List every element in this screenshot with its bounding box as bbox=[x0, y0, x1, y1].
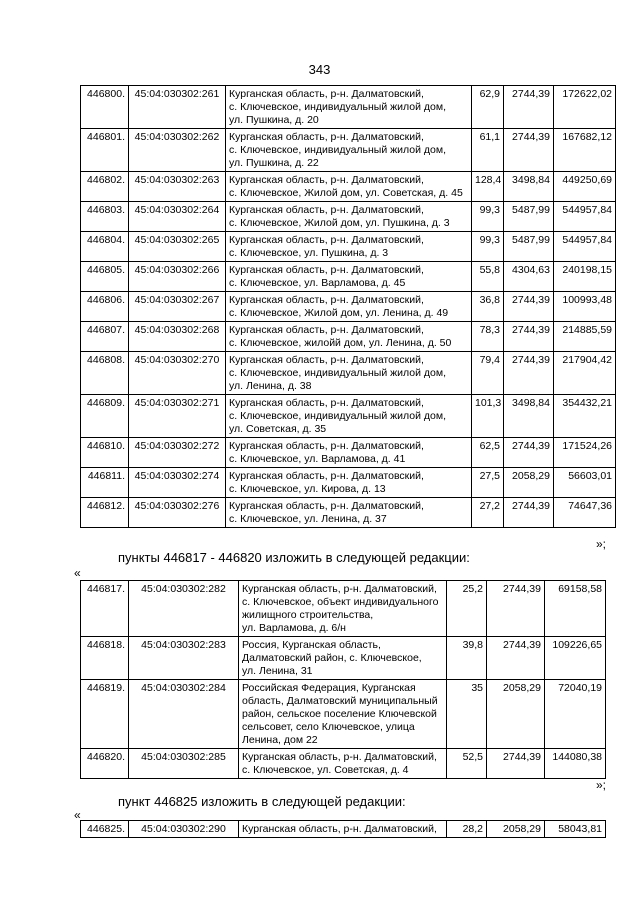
address-line: Курганская область, р-н. Далматовский, bbox=[229, 131, 424, 143]
address bbox=[226, 395, 472, 438]
address-line: с. Ключевское, Жилой дом, ул. Пушкина, д. 3 bbox=[229, 217, 450, 229]
area: 27,5 bbox=[472, 468, 504, 498]
address bbox=[239, 749, 447, 779]
address-line: с. Ключевское, Жилой дом, ул. Ленина, д. 49 bbox=[229, 307, 449, 319]
address-line: ул. Варламова, д. 6/н bbox=[242, 622, 346, 634]
row-number: 446801. bbox=[81, 129, 129, 172]
area: 62,5 bbox=[472, 438, 504, 468]
address-line: Курганская область, р-н. Далматовский, bbox=[229, 397, 424, 409]
address-line: Далматовский район, с. Ключевское, bbox=[242, 652, 422, 664]
address-line: с. Ключевское, индивидуальный жилой дом, bbox=[229, 410, 446, 422]
rate: 2744,39 bbox=[504, 498, 554, 528]
cadastral-value: 58043,81 bbox=[545, 821, 606, 838]
address-line: с. Ключевское, индивидуальный жилой дом, bbox=[229, 101, 446, 113]
cadastral-number: 45:04:030302:272 bbox=[129, 438, 226, 468]
row-number: 446811. bbox=[81, 468, 129, 498]
area: 61,1 bbox=[472, 129, 504, 172]
area: 52,5 bbox=[447, 749, 487, 779]
address-line: Курганская область, р-н. Далматовский, bbox=[229, 88, 424, 100]
open-mark-2: « bbox=[74, 808, 81, 822]
address-line: с. Ключевское, объект индивидуального bbox=[242, 596, 439, 608]
row-number: 446812. bbox=[81, 498, 129, 528]
instruction-2: пункт 446825 изложить в следующей редакции: bbox=[118, 794, 406, 809]
rate: 4304,63 bbox=[504, 262, 554, 292]
table-row bbox=[81, 262, 616, 292]
rate: 2058,29 bbox=[487, 680, 545, 749]
cadastral-number: 45:04:030302:265 bbox=[129, 232, 226, 262]
address-line: Ленина, дом 22 bbox=[242, 734, 318, 746]
cadastral-number: 45:04:030302:283 bbox=[129, 637, 239, 680]
rate: 2744,39 bbox=[504, 322, 554, 352]
cadastral-value: 167682,12 bbox=[554, 129, 616, 172]
address-line: ул. Пушкина, д. 22 bbox=[229, 157, 319, 169]
cadastral-table-3 bbox=[80, 820, 606, 838]
address-line: с. Ключевское, индивидуальный жилой дом, bbox=[229, 367, 446, 379]
address-line: Курганская область, р-н. Далматовский, bbox=[229, 324, 424, 336]
table-row bbox=[81, 86, 616, 129]
cadastral-number: 45:04:030302:268 bbox=[129, 322, 226, 352]
address-line: Российская Федерация, Курганская bbox=[242, 682, 416, 694]
address bbox=[226, 86, 472, 129]
table-row bbox=[81, 352, 616, 395]
cadastral-value: 217904,42 bbox=[554, 352, 616, 395]
instruction-1: пункты 446817 - 446820 изложить в следующей редакции: bbox=[118, 550, 470, 565]
table-row bbox=[81, 322, 616, 352]
rate: 2744,39 bbox=[504, 86, 554, 129]
table-row bbox=[81, 129, 616, 172]
cadastral-value: 544957,84 bbox=[554, 232, 616, 262]
row-number: 446804. bbox=[81, 232, 129, 262]
address bbox=[226, 322, 472, 352]
rate: 3498,84 bbox=[504, 395, 554, 438]
table-row bbox=[81, 202, 616, 232]
cadastral-value: 144080,38 bbox=[545, 749, 606, 779]
row-number: 446809. bbox=[81, 395, 129, 438]
address-line: жилищного строительства, bbox=[242, 609, 374, 621]
cadastral-value: 240198,15 bbox=[554, 262, 616, 292]
rate: 2744,39 bbox=[487, 749, 545, 779]
address bbox=[226, 498, 472, 528]
row-number: 446803. bbox=[81, 202, 129, 232]
rate: 2744,39 bbox=[504, 292, 554, 322]
table-row bbox=[81, 232, 616, 262]
address-line: область, Далматовский муниципальный bbox=[242, 695, 438, 707]
address-line: Россия, Курганская область, bbox=[242, 639, 381, 651]
row-number: 446800. bbox=[81, 86, 129, 129]
cadastral-number: 45:04:030302:274 bbox=[129, 468, 226, 498]
address bbox=[226, 172, 472, 202]
address-line: район, сельское поселение Ключевской bbox=[242, 708, 437, 720]
rate: 2058,29 bbox=[487, 821, 545, 838]
cadastral-number: 45:04:030302:267 bbox=[129, 292, 226, 322]
address-line: с. Ключевское, ул. Варламова, д. 45 bbox=[229, 277, 406, 289]
address-line: Курганская область, р-н. Далматовский, bbox=[242, 823, 437, 835]
table-row bbox=[81, 172, 616, 202]
address-line: с. Ключевское, ул. Ленина, д. 37 bbox=[229, 513, 387, 525]
closing-mark-2: »; bbox=[596, 778, 607, 792]
address-line: Курганская область, р-н. Далматовский, bbox=[229, 470, 424, 482]
cadastral-table-2 bbox=[80, 580, 606, 779]
cadastral-value: 56603,01 bbox=[554, 468, 616, 498]
address-line: ул. Советская, д. 35 bbox=[229, 423, 327, 435]
cadastral-value: 74647,36 bbox=[554, 498, 616, 528]
address-line: Курганская область, р-н. Далматовский, bbox=[242, 751, 437, 763]
address-line: Курганская область, р-н. Далматовский, bbox=[229, 500, 424, 512]
row-number: 446810. bbox=[81, 438, 129, 468]
table-row bbox=[81, 749, 606, 779]
address-line: ул. Ленина, д. 38 bbox=[229, 380, 312, 392]
row-number: 446805. bbox=[81, 262, 129, 292]
area: 27,2 bbox=[472, 498, 504, 528]
address-line: ул. Пушкина, д. 20 bbox=[229, 114, 319, 126]
area: 39,8 bbox=[447, 637, 487, 680]
address-line: с. Ключевское, ул. Кирова, д. 13 bbox=[229, 483, 386, 495]
address bbox=[226, 202, 472, 232]
table-row bbox=[81, 498, 616, 528]
area: 28,2 bbox=[447, 821, 487, 838]
address bbox=[226, 292, 472, 322]
address-line: с. Ключевское, индивидуальный жилой дом, bbox=[229, 144, 446, 156]
cadastral-value: 69158,58 bbox=[545, 581, 606, 637]
row-number: 446806. bbox=[81, 292, 129, 322]
area: 55,8 bbox=[472, 262, 504, 292]
area: 99,3 bbox=[472, 202, 504, 232]
address-line: с. Ключевское, ул. Варламова, д. 41 bbox=[229, 453, 406, 465]
cadastral-number: 45:04:030302:270 bbox=[129, 352, 226, 395]
rate: 5487,99 bbox=[504, 232, 554, 262]
area: 36,8 bbox=[472, 292, 504, 322]
address-line: с. Ключевское, жилойй дом, ул. Ленина, д. 50 bbox=[229, 337, 452, 349]
address-line: Курганская область, р-н. Далматовский, bbox=[229, 204, 424, 216]
address-line: Курганская область, р-н. Далматовский, bbox=[229, 294, 424, 306]
address-line: ул. Ленина, 31 bbox=[242, 665, 313, 677]
area: 79,4 bbox=[472, 352, 504, 395]
rate: 2744,39 bbox=[504, 352, 554, 395]
address-line: с. Ключевское, ул. Советская, д. 4 bbox=[242, 764, 409, 776]
row-number: 446819. bbox=[81, 680, 129, 749]
row-number: 446817. bbox=[81, 581, 129, 637]
cadastral-value: 172622,02 bbox=[554, 86, 616, 129]
area: 78,3 bbox=[472, 322, 504, 352]
cadastral-number: 45:04:030302:285 bbox=[129, 749, 239, 779]
address bbox=[239, 680, 447, 749]
cadastral-value: 109226,65 bbox=[545, 637, 606, 680]
rate: 2058,29 bbox=[504, 468, 554, 498]
address bbox=[226, 468, 472, 498]
address bbox=[226, 262, 472, 292]
row-number: 446807. bbox=[81, 322, 129, 352]
address-line: Курганская область, р-н. Далматовский, bbox=[229, 234, 424, 246]
cadastral-value: 100993,48 bbox=[554, 292, 616, 322]
address bbox=[226, 438, 472, 468]
table-row bbox=[81, 438, 616, 468]
table-row bbox=[81, 581, 606, 637]
table-row bbox=[81, 821, 606, 838]
rate: 5487,99 bbox=[504, 202, 554, 232]
row-number: 446818. bbox=[81, 637, 129, 680]
cadastral-number: 45:04:030302:263 bbox=[129, 172, 226, 202]
area: 128,4 bbox=[472, 172, 504, 202]
address-line: Курганская область, р-н. Далматовский, bbox=[229, 264, 424, 276]
address-line: Курганская область, р-н. Далматовский, bbox=[229, 354, 424, 366]
address-line: с. Ключевское, Жилой дом, ул. Советская, д. 45 bbox=[229, 187, 463, 199]
cadastral-number: 45:04:030302:284 bbox=[129, 680, 239, 749]
cadastral-value: 449250,69 bbox=[554, 172, 616, 202]
rate: 3498,84 bbox=[504, 172, 554, 202]
cadastral-number: 45:04:030302:261 bbox=[129, 86, 226, 129]
closing-mark-1: »; bbox=[596, 537, 607, 551]
table-row bbox=[81, 680, 606, 749]
address bbox=[226, 232, 472, 262]
address bbox=[226, 129, 472, 172]
row-number: 446825. bbox=[81, 821, 129, 838]
address bbox=[239, 821, 447, 838]
address-line: Курганская область, р-н. Далматовский, bbox=[229, 440, 424, 452]
row-number: 446808. bbox=[81, 352, 129, 395]
cadastral-value: 214885,59 bbox=[554, 322, 616, 352]
address-line: Курганская область, р-н. Далматовский, bbox=[229, 174, 424, 186]
rate: 2744,39 bbox=[504, 129, 554, 172]
open-mark-1: « bbox=[74, 566, 81, 580]
area: 99,3 bbox=[472, 232, 504, 262]
cadastral-number: 45:04:030302:262 bbox=[129, 129, 226, 172]
table-row bbox=[81, 637, 606, 680]
cadastral-number: 45:04:030302:282 bbox=[129, 581, 239, 637]
address bbox=[226, 352, 472, 395]
address bbox=[239, 637, 447, 680]
cadastral-number: 45:04:030302:264 bbox=[129, 202, 226, 232]
area: 35 bbox=[447, 680, 487, 749]
table-row bbox=[81, 468, 616, 498]
cadastral-value: 354432,21 bbox=[554, 395, 616, 438]
page-number: 343 bbox=[308, 62, 331, 77]
cadastral-number: 45:04:030302:276 bbox=[129, 498, 226, 528]
cadastral-value: 171524,26 bbox=[554, 438, 616, 468]
rate: 2744,39 bbox=[487, 581, 545, 637]
cadastral-value: 544957,84 bbox=[554, 202, 616, 232]
area: 62,9 bbox=[472, 86, 504, 129]
table-row bbox=[81, 395, 616, 438]
cadastral-table-1 bbox=[80, 85, 616, 528]
area: 25,2 bbox=[447, 581, 487, 637]
row-number: 446802. bbox=[81, 172, 129, 202]
table-row bbox=[81, 292, 616, 322]
area: 101,3 bbox=[472, 395, 504, 438]
rate: 2744,39 bbox=[504, 438, 554, 468]
cadastral-number: 45:04:030302:266 bbox=[129, 262, 226, 292]
address-line: Курганская область, р-н. Далматовский, bbox=[242, 583, 437, 595]
address-line: сельсовет, село Ключевское, улица bbox=[242, 721, 415, 733]
row-number: 446820. bbox=[81, 749, 129, 779]
cadastral-number: 45:04:030302:290 bbox=[129, 821, 239, 838]
address bbox=[239, 581, 447, 637]
rate: 2744,39 bbox=[487, 637, 545, 680]
cadastral-number: 45:04:030302:271 bbox=[129, 395, 226, 438]
cadastral-value: 72040,19 bbox=[545, 680, 606, 749]
address-line: с. Ключевское, ул. Пушкина, д. 3 bbox=[229, 247, 389, 259]
